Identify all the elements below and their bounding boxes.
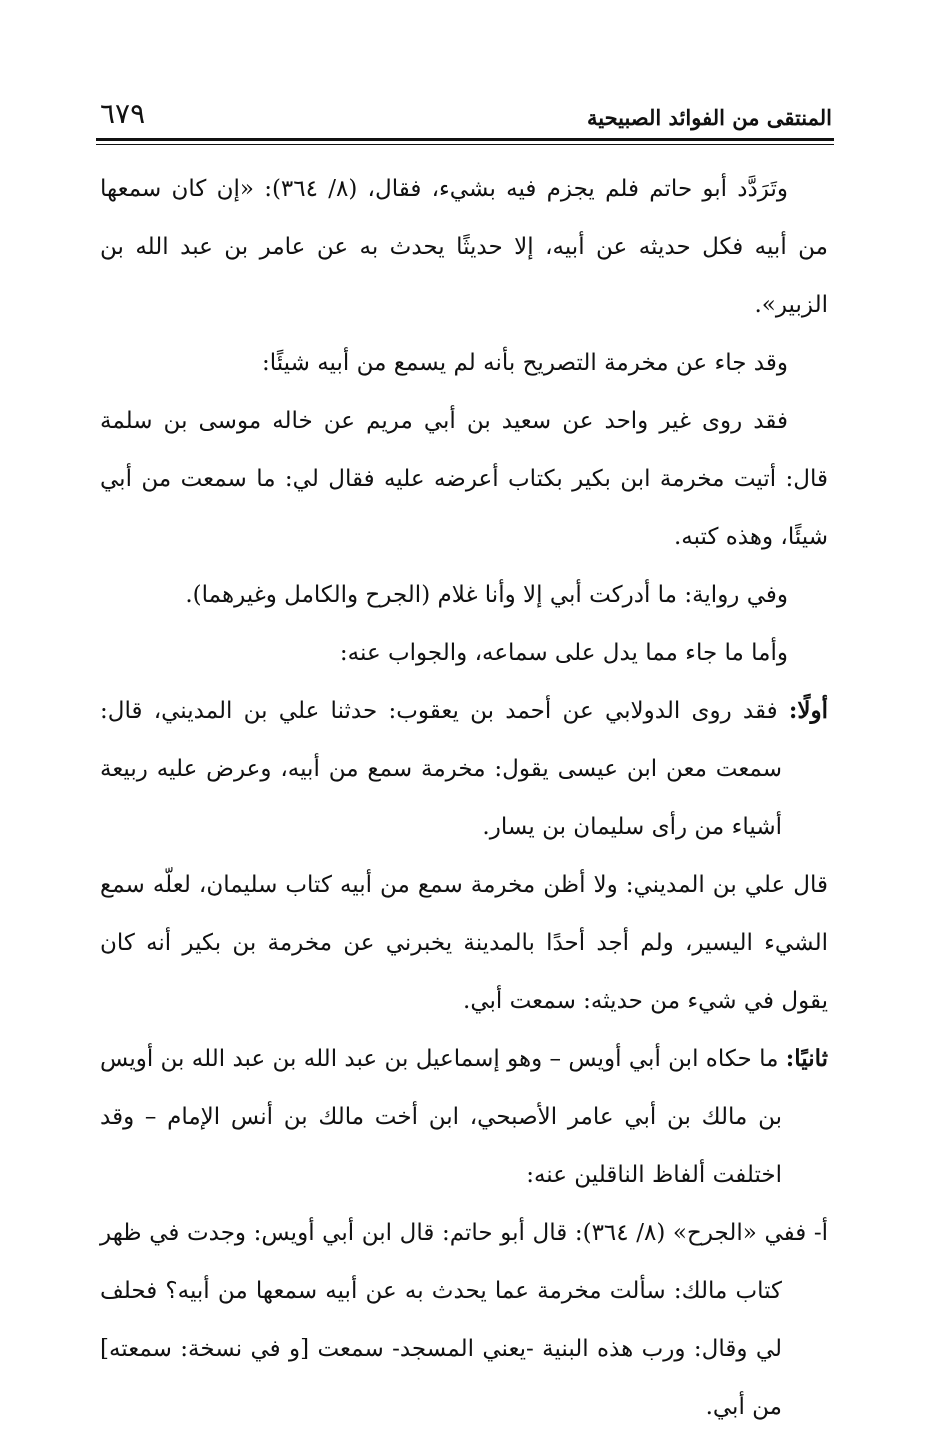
paragraph-text: ما حكاه ابن أبي أويس – وهو إسماعيل بن عبد الله بن عبد الله بن أويس بن مالك بن أبي عامر الأصبحي، ابن أخت مالك بن أنس الإمام – وقد اختلفت ألفاظ الناقلين عنه: bbox=[100, 1046, 786, 1188]
paragraph bbox=[100, 682, 828, 856]
header-rule-thin bbox=[96, 144, 834, 145]
paragraph: وأما ما جاء مما يدل على سماعه، والجواب عنه: bbox=[339, 640, 788, 666]
paragraph-text: فقد روى الدولابي عن أحمد بن يعقوب: حدثنا علي بن المديني، قال: سمعت معن ابن عيسى يقول: مخرمة سمع من أبيه، وعرض عليه ربيعة أشياء من رأى سليمان بن يسار. bbox=[100, 698, 789, 840]
paragraph: أ- ففي «الجرح» (٨/ ٣٦٤): قال أبو حاتم: قال ابن أبي أويس: وجدت في ظهر كتاب مالك: سألت مخرمة عما يحدث به عن أبيه سمعها من أبيه؟ فحلف لي وقال: ورب هذه البنية -يعني المسجد- سمعت [و في نسخة: سمعته] من أبي. bbox=[100, 1220, 829, 1420]
list-marker: ثانيًا: bbox=[785, 1045, 828, 1072]
page-header bbox=[100, 80, 832, 130]
paragraph bbox=[100, 1030, 828, 1204]
running-title: المنتقى من الفوائد الصبيحية bbox=[586, 105, 832, 130]
paragraph: وتَرَدَّد أبو حاتم فلم يجزم فيه بشيء، فقال، (٨/ ٣٦٤): «إن كان سمعها من أبيه فكل حديثه عن أبيه، إلا حديثًا يحدث به عن عامر بن عبد الله بن الزبير». bbox=[100, 176, 828, 318]
body-text bbox=[100, 160, 828, 1436]
page-number: ٦٧٩ bbox=[100, 97, 146, 130]
paragraph: فقد روى غير واحد عن سعيد بن أبي مريم عن خاله موسى بن سلمة قال: أتيت مخرمة ابن بكير بكتاب أعرضه عليه فقال لي: ما سمعت من أبي شيئًا، وهذه كتبه. bbox=[100, 408, 828, 550]
paragraph: وفي رواية: ما أدركت أبي إلا وأنا غلام (الجرح والكامل وغيرهما). bbox=[185, 582, 788, 608]
paragraph: وقد جاء عن مخرمة التصريح بأنه لم يسمع من أبيه شيئًا: bbox=[261, 350, 788, 376]
paragraph: قال علي بن المديني: ولا أظن مخرمة سمع من أبيه كتاب سليمان، لعلّه سمع الشيء اليسير، ولم أجد أحدًا بالمدينة يخبرني عن مخرمة بن بكير أنه كان يقول في شيء من حديثه: سمعت أبي. bbox=[100, 872, 828, 1014]
list-marker: أولًا: bbox=[788, 697, 828, 724]
header-rule-thick bbox=[96, 138, 834, 141]
